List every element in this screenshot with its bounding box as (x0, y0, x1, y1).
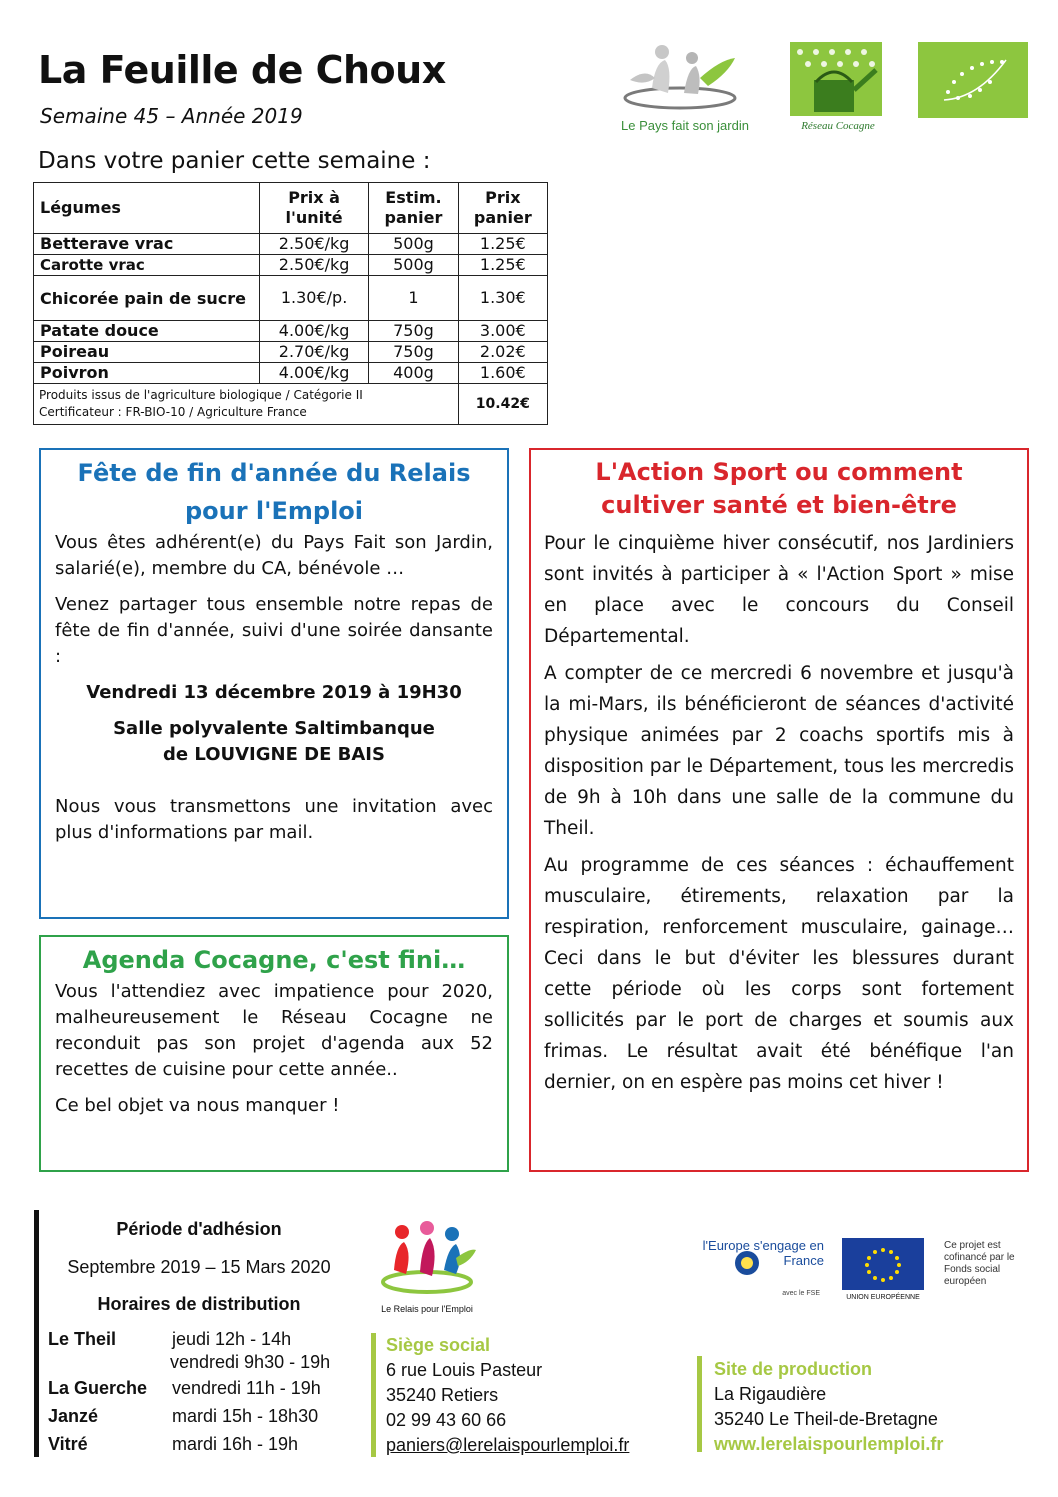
site-production-block (714, 1357, 943, 1457)
eu-organic-leaf-logo (918, 42, 1028, 118)
table-header-row (34, 183, 548, 234)
table-row (34, 363, 548, 384)
unit-price: 4.00€/kg (259, 321, 368, 342)
column-header-estim: Estim. panier (369, 183, 458, 234)
basket-heading: Dans votre panier cette semaine : (38, 148, 431, 174)
distribution-hours: mardi 15h - 18h30 (172, 1406, 319, 1426)
europe-caption: l'Europe s'engage en France (702, 1238, 824, 1268)
siege-street: 6 rue Louis Pasteur (386, 1360, 543, 1380)
column-header-legumes: Légumes (34, 183, 260, 234)
table-row (34, 234, 548, 255)
unit-price: 4.00€/kg (259, 363, 368, 384)
column-header-price: Prix panier (458, 183, 547, 234)
eu-flag-logo (842, 1238, 924, 1304)
footer-divider (34, 1210, 39, 1457)
fete-paragraph-1: Vous êtes adhérent(e) du Pays Fait son Jardin, salarié(e), membre du CA, bénévole … (55, 532, 493, 579)
issue-subtitle: Semaine 45 – Année 2019 (40, 104, 303, 128)
table-row (34, 342, 548, 363)
vegetable-name: Patate douce (34, 321, 260, 342)
vegetable-name: Poivron (34, 363, 260, 384)
sport-paragraph-1: Pour le cinquième hiver consécutif, nos Jardiniers sont invités à participer à « l'Action Sport » mise en place avec le concours du Conseil Départemental. (544, 533, 1014, 647)
estim-quantity: 1 (369, 276, 458, 321)
unit-price: 2.50€/kg (259, 255, 368, 276)
organic-certification-note (34, 384, 459, 425)
fete-date: Vendredi 13 décembre 2019 à 19H30 (86, 682, 462, 703)
distribution-hours: jeudi 12h - 14h (172, 1329, 292, 1349)
vegetable-name: Poireau (34, 342, 260, 363)
site-city: 35240 Le Theil-de-Bretagne (714, 1409, 938, 1429)
sport-paragraph-2: A compter de ce mercredi 6 novembre et jusqu'à la mi-Mars, ils bénéficieront de séances d'activité physique animées par 2 coachs sportifs mis à disposition par le Département, tous les mercredis de 9h à 10h dans une salle de la commune du Theil. (544, 663, 1014, 839)
estim-quantity: 750g (369, 321, 458, 342)
siege-phone: 02 99 43 60 66 (386, 1410, 507, 1430)
unit-price: 2.70€/kg (259, 342, 368, 363)
agenda-paragraph-1: Vous l'attendiez avec impatience pour 2020, malheureusement le Réseau Cocagne ne reconduit pas son projet d'agenda aux 52 recettes de cuisine pour cette année.. (55, 981, 493, 1080)
distribution-town: Janzé (48, 1406, 99, 1426)
distribution-hours: vendredi 11h - 19h (172, 1378, 321, 1398)
cocagne-logo-caption: Réseau Cocagne (801, 120, 875, 132)
distribution-row (48, 1329, 291, 1350)
europe-sengage-logo (702, 1238, 824, 1304)
vegetable-name: Chicorée pain de sucre (34, 276, 260, 321)
website-link[interactable]: www.lerelaispourlemploi.fr (714, 1434, 944, 1454)
site-title: Site de production (714, 1359, 873, 1379)
basket-table (33, 182, 548, 425)
sport-title: L'Action Sport ou comment cultiver santé et bien-être (595, 458, 963, 519)
estim-quantity: 500g (369, 234, 458, 255)
basket-price: 1.25€ (458, 255, 547, 276)
siege-divider (371, 1333, 376, 1457)
vegetable-name: Carotte vrac (34, 255, 260, 276)
table-row (34, 255, 548, 276)
fete-place: Salle polyvalente Saltimbanque de LOUVIGNE DE BAIS (113, 718, 435, 765)
estim-quantity: 400g (369, 363, 458, 384)
site-name: La Rigaudière (714, 1384, 827, 1404)
ue-caption: UNION EUROPÉENNE (846, 1294, 920, 1301)
basket-price: 2.02€ (458, 342, 547, 363)
fete-paragraph-2: Venez partager tous ensemble notre repas de fête de fin d'année, suivi d'une soirée dansante : (55, 594, 493, 667)
distribution-row (48, 1352, 330, 1373)
europe-subcaption: avec le FSE (782, 1290, 820, 1297)
table-row (34, 276, 548, 321)
basket-price: 1.25€ (458, 234, 547, 255)
agenda-section (39, 935, 509, 1172)
distribution-row (48, 1378, 321, 1399)
siege-title: Siège social (386, 1335, 491, 1355)
distribution-row (48, 1406, 318, 1427)
unit-price: 1.30€/p. (259, 276, 368, 321)
sport-paragraph-3: Au programme de ces séances : échauffement musculaire, étirements, relaxation par la respiration, renforcement musculaire, gainage… Ceci dans le but d'éviter les blessures durant cette période où les corps sont fortement sollicités par le port de charges et soumis aux frimas. Le résultat avait été bénéfique l'an dernier, on en espère pas moins cet hiver ! (544, 855, 1014, 1093)
column-header-unit-price: Prix à l'unité (259, 183, 368, 234)
page-title: La Feuille de Choux (38, 48, 446, 92)
agenda-title: Agenda Cocagne, c'est fini… (82, 946, 466, 974)
siege-email-link[interactable]: paniers@lerelaispourlemploi.fr (386, 1435, 630, 1455)
certification-line-2: Certificateur : FR-BIO-10 / Agriculture France (39, 405, 307, 419)
fse-cofinance-text: Ce projet est cofinancé par le Fonds social européen (944, 1240, 1015, 1287)
distribution-hours: mardi 16h - 19h (172, 1434, 299, 1454)
basket-price: 1.30€ (458, 276, 547, 321)
table-row (34, 321, 548, 342)
agenda-paragraph-2: Ce bel objet va nous manquer ! (55, 1095, 340, 1116)
table-footer-row (34, 384, 548, 425)
certification-line-1: Produits issus de l'agriculture biologique / Catégorie II (39, 388, 363, 402)
distribution-town: La Guerche (48, 1378, 148, 1398)
action-sport-section (529, 448, 1029, 1172)
pays-logo-caption: Le Pays fait son jardin (621, 118, 749, 133)
distribution-town: Vitré (48, 1434, 88, 1454)
siege-social-block (386, 1333, 629, 1458)
fete-section (39, 448, 509, 919)
relais-logo-caption: Le Relais pour l'Emploi (381, 1304, 473, 1314)
estim-quantity: 750g (369, 342, 458, 363)
vegetable-name: Betterave vrac (34, 234, 260, 255)
fete-title: Fête de fin d'année du Relais pour l'Emploi (77, 459, 471, 525)
estim-quantity: 500g (369, 255, 458, 276)
reseau-cocagne-logo (786, 40, 890, 136)
basket-price: 3.00€ (458, 321, 547, 342)
distribution-town: Le Theil (48, 1329, 117, 1349)
distribution-hours: vendredi 9h30 - 19h (170, 1352, 331, 1372)
relais-pour-emploi-logo (372, 1218, 482, 1318)
basket-total: 10.42€ (458, 384, 547, 425)
siege-city: 35240 Retiers (386, 1385, 499, 1405)
period-title: Période d'adhésion (116, 1219, 282, 1239)
unit-price: 2.50€/kg (259, 234, 368, 255)
basket-price: 1.60€ (458, 363, 547, 384)
site-divider (697, 1356, 702, 1452)
hours-title: Horaires de distribution (97, 1294, 301, 1314)
fete-paragraph-3: Nous vous transmettons une invitation avec plus d'informations par mail. (55, 796, 493, 843)
period-dates: Septembre 2019 – 15 Mars 2020 (67, 1257, 331, 1277)
distribution-row (48, 1434, 298, 1455)
pays-fait-son-jardin-logo (600, 38, 770, 138)
